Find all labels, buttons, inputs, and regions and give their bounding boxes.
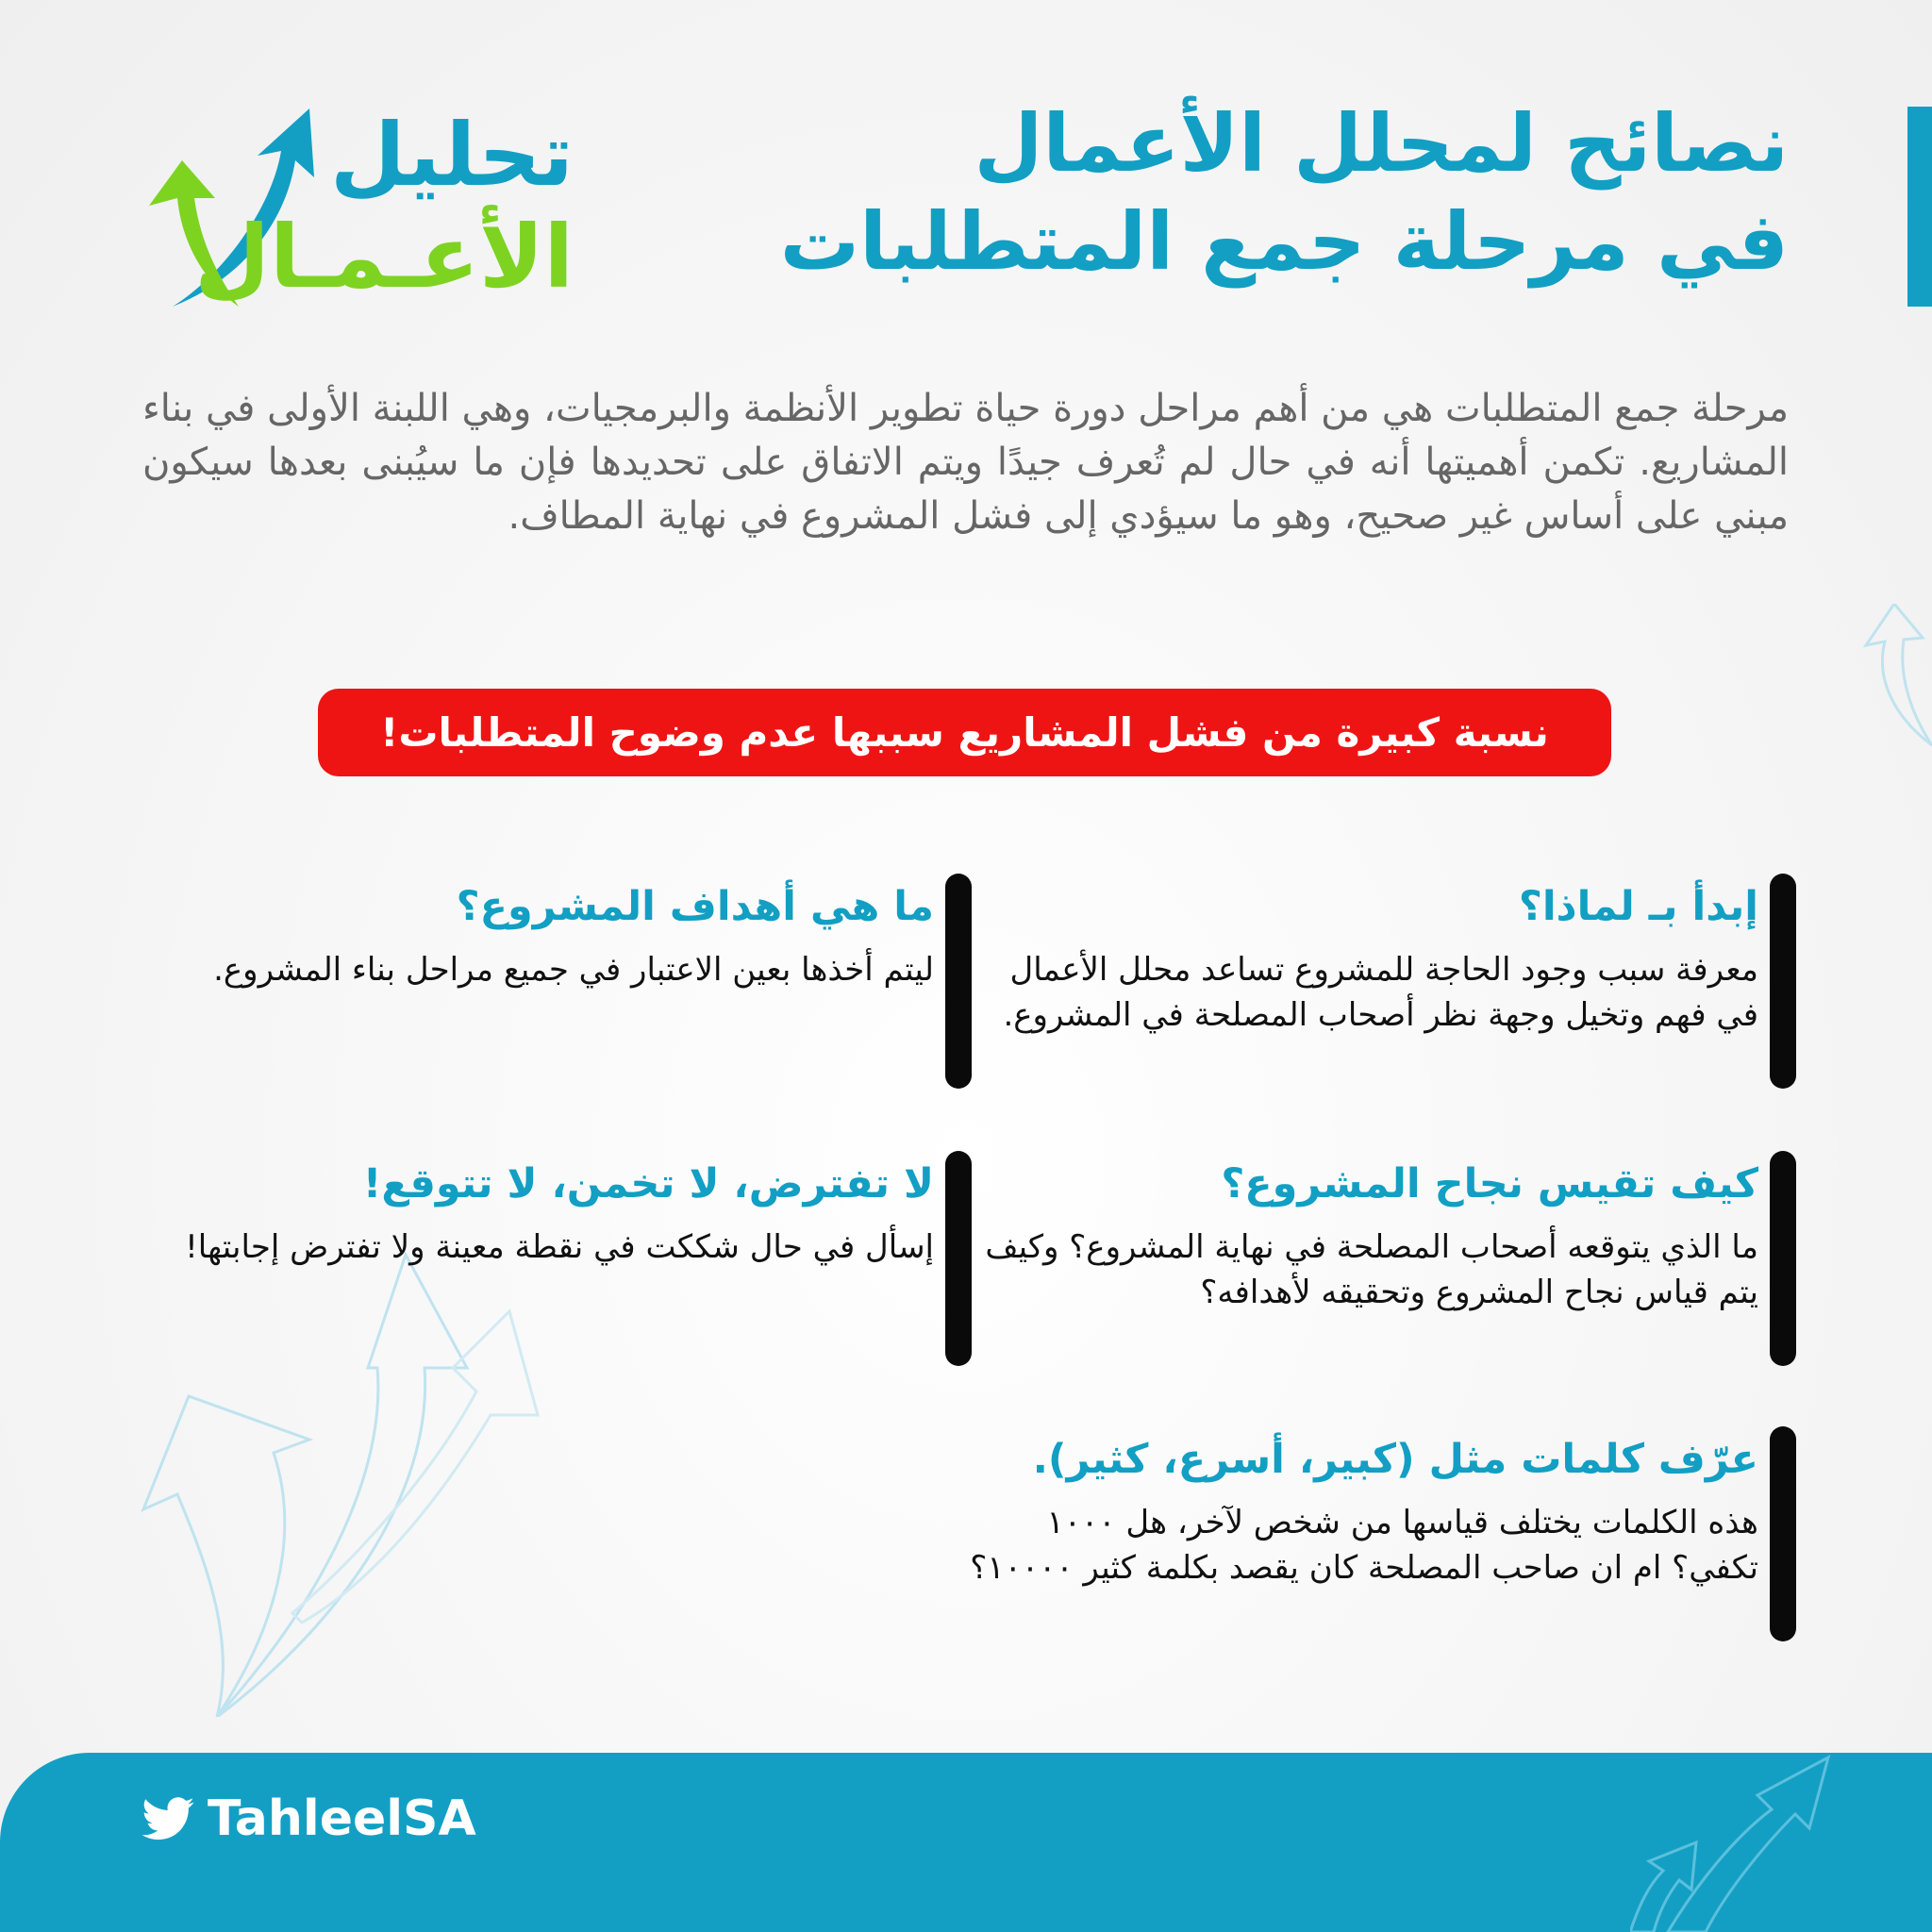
twitter-handle-link[interactable]: [142, 1790, 476, 1847]
title-line-2: في مرحلة جمع المتطلبات: [779, 195, 1789, 288]
tip-body: ليتم أخذها بعين الاعتبار في جميع مراحل بناء المشروع.: [213, 951, 934, 989]
tip-bar: [1770, 874, 1796, 1089]
logo-text-alamal: الأعـمـال: [194, 207, 574, 308]
accent-bar: [1907, 107, 1932, 307]
tip-card-measure-success: [966, 1151, 1796, 1366]
tip-title: لا تفترض، لا تخمن، لا تتوقع!: [362, 1160, 934, 1208]
tip-body: معرفة سبب وجود الحاجة للمشروع تساعد محلل الأعمال في فهم وتخيل وجهة نظر أصحاب المصلحة في المشروع.: [1003, 951, 1758, 1034]
tip-title: كيف تقيس نجاح المشروع؟: [1221, 1160, 1758, 1208]
banner-text: نسبة كبيرة من فشل المشاريع سببها عدم وضوح المتطلبات!: [380, 709, 1549, 756]
tip-bar: [945, 1151, 972, 1366]
tip-card-project-goals: [142, 874, 972, 1089]
footer: [0, 1753, 1932, 1932]
twitter-handle-text: TahleelSA: [208, 1790, 476, 1847]
footer-decorative-arrows-icon: [1630, 1753, 1875, 1932]
tip-card-define-words: [966, 1426, 1796, 1641]
brand-logo: [140, 104, 574, 321]
tip-title: ما هي أهداف المشروع؟: [456, 883, 934, 930]
tip-bar: [945, 874, 972, 1089]
tip-bar: [1770, 1151, 1796, 1366]
tip-bar: [1770, 1426, 1796, 1641]
twitter-icon: [142, 1797, 194, 1840]
warning-banner: [318, 689, 1611, 776]
tip-card-dont-assume: [142, 1151, 972, 1366]
intro-paragraph: مرحلة جمع المتطلبات هي من أهم مراحل دورة حياة تطوير الأنظمة والبرمجيات، وهي اللبنة الأولى في بناء المشاريع. تكمن أهميتها أنه في حال لم تُعرف جيدًا ويتم الاتفاق على تحديدها فإن ما سيُبنى بعدها سيكون مبني على أساس غير صحيح، وهو ما سيؤدي إلى فشل المشروع في نهاية المطاف.: [142, 387, 1789, 538]
logo-text-tahleel: تحليل: [329, 105, 574, 206]
title-line-1: نصائح لمحلل الأعمال: [974, 97, 1789, 190]
tip-card-start-with-why: [966, 874, 1796, 1089]
tip-body: إسأل في حال شككت في نقطة معينة ولا تفترض إجابتها!: [185, 1228, 934, 1266]
page-title: [751, 94, 1789, 291]
tip-body: ما الذي يتوقعه أصحاب المصلحة في نهاية المشروع؟ وكيف يتم قياس نجاح المشروع وتحقيقه لأهدافه؟: [985, 1228, 1758, 1311]
tip-title: عرّف كلمات مثل (كبير، أسرع، كثير).: [1032, 1436, 1758, 1483]
tip-body: هذه الكلمات يختلف قياسها من شخص لآخر، هل ١٠٠٠ تكفي؟ ام ان صاحب المصلحة كان يقصد بكلمة كثير ١٠٠٠٠؟: [970, 1504, 1758, 1587]
decorative-arrow-right-icon: [1857, 604, 1932, 755]
tip-title: إبدأ بـ لماذا؟: [1518, 883, 1758, 930]
